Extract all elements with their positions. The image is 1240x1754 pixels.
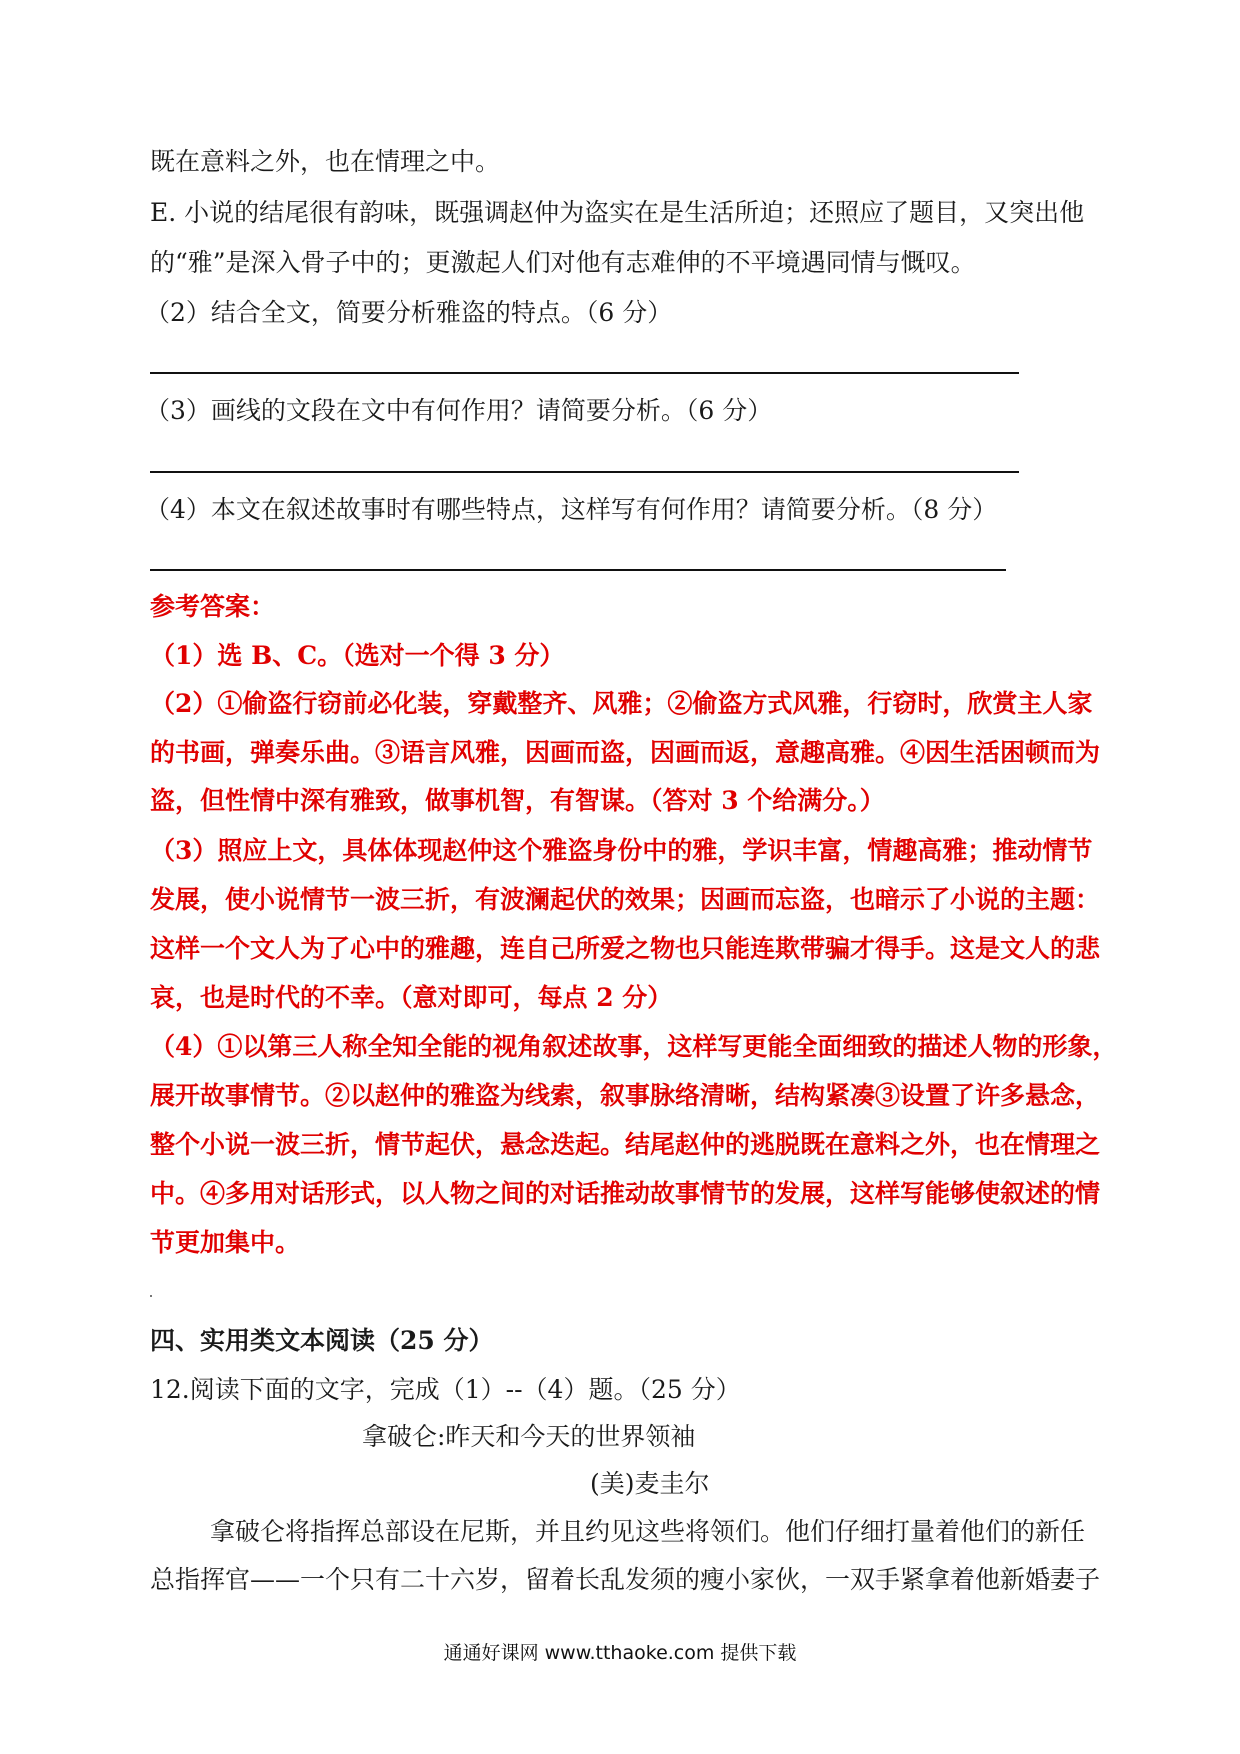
article-title: 拿破仑:昨天和今天的世界领袖 bbox=[362, 1422, 696, 1451]
answer-3-line: 发展，使小说情节一波三折，有波澜起伏的效果；因画而忘盗，也暗示了小说的主题： bbox=[150, 885, 1101, 914]
page-footer: 通通好课网 www.tthaoke.com 提供下载 bbox=[443, 1642, 797, 1664]
stray-mark bbox=[150, 1295, 152, 1297]
question-12: 12.阅读下面的文字，完成（1）--（4）题。（25 分） bbox=[150, 1375, 741, 1404]
answer-4-line: 整个小说一波三折，情节起伏，悬念迭起。结尾赵仲的逃脱既在意料之外，也在情理之 bbox=[150, 1130, 1101, 1159]
answer-3-line: 哀，也是时代的不幸。（意对即可，每点 2 分） bbox=[150, 983, 673, 1012]
answer-2-line: 盗，但性情中深有雅致，做事机智，有智谋。（答对 3 个给满分。） bbox=[150, 786, 885, 815]
answer-line-4 bbox=[150, 569, 1006, 571]
answer-line-3 bbox=[150, 471, 1019, 473]
answer-4-line: （4）①以第三人称全知全能的视角叙述故事，这样写更能全面细致的描述人物的形象， bbox=[150, 1032, 1118, 1061]
answer-1: （1）选 B、C。（选对一个得 3 分） bbox=[150, 641, 565, 670]
answer-line-2 bbox=[150, 372, 1019, 374]
answer-4-line: 展开故事情节。②以赵仲的雅盗为线索，叙事脉络清晰，结构紧凑③设置了许多悬念， bbox=[150, 1081, 1101, 1110]
answer-2-line: 的书画，弹奏乐曲。③语言风雅，因画而盗，因画而返，意趣高雅。④因生活困顿而为 bbox=[150, 738, 1101, 767]
question-4: （4）本文在叙述故事时有哪些特点，这样写有何作用？请简要分析。（8 分） bbox=[145, 495, 998, 524]
answer-3-line: 这样一个文人为了心中的雅趣，连自己所爱之物也只能连欺带骗才得手。这是文人的悲 bbox=[150, 934, 1101, 963]
option-e-line-2: 的“雅”是深入骨子中的；更激起人们对他有志难伸的不平境遇同情与慨叹。 bbox=[150, 248, 976, 277]
section-4-heading: 四、实用类文本阅读（25 分） bbox=[150, 1326, 494, 1355]
article-author: (美)麦圭尔 bbox=[590, 1469, 710, 1498]
option-e-line-1: E. 小说的结尾很有韵味，既强调赵仲为盗实在是生活所迫；还照应了题目，又突出他 bbox=[150, 198, 1085, 227]
answer-3-line: （3）照应上文，具体体现赵仲这个雅盗身份中的雅，学识丰富，情趣高雅；推动情节 bbox=[150, 836, 1093, 865]
answer-2-line: （2）①偷盗行窃前必化装，穿戴整齐、风雅；②偷盗方式风雅，行窃时，欣赏主人家 bbox=[150, 689, 1093, 718]
answer-4-line: 中。④多用对话形式，以人物之间的对话推动故事情节的发展，这样写能够使叙述的情 bbox=[150, 1179, 1101, 1208]
question-3: （3）画线的文段在文中有何作用？请简要分析。（6 分） bbox=[145, 396, 773, 425]
answer-4-line: 节更加集中。 bbox=[150, 1228, 301, 1257]
option-d-continuation: 既在意料之外，也在情理之中。 bbox=[150, 147, 501, 176]
answers-heading: 参考答案： bbox=[150, 592, 276, 621]
article-paragraph-line: 总指挥官——一个只有二十六岁，留着长乱发须的瘦小家伙，一双手紧拿着他新婚妻子 bbox=[150, 1565, 1101, 1594]
question-2: （2）结合全文，简要分析雅盗的特点。（6 分） bbox=[145, 298, 673, 327]
article-paragraph-line: 拿破仑将指挥总部设在尼斯，并且约见这些将领们。他们仔细打量着他们的新任 bbox=[210, 1517, 1086, 1546]
